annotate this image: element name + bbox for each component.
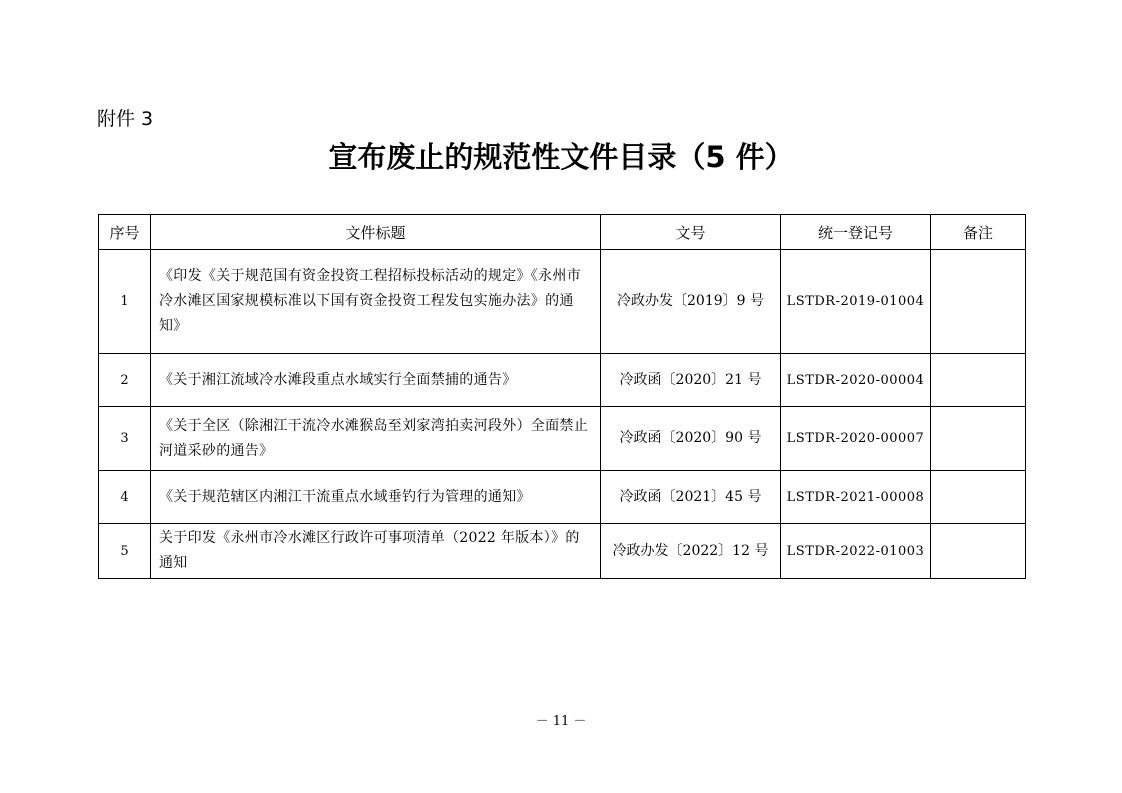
column-header-seq: 序号 (99, 215, 151, 250)
row-seq: 4 (99, 471, 151, 524)
row-doc-no: 冷政办发〔2019〕9 号 (601, 250, 781, 354)
table-row (99, 250, 1026, 354)
page-number: － 11 － (535, 714, 587, 729)
table-row (99, 524, 1026, 579)
attachment-label: 附件 3 (97, 108, 154, 130)
row-reg-no: LSTDR-2020-00004 (781, 354, 931, 407)
row-seq: 2 (99, 354, 151, 407)
column-header-reg-no: 统一登记号 (781, 215, 931, 250)
column-header-note: 备注 (931, 215, 1026, 250)
row-seq: 5 (99, 524, 151, 579)
row-reg-no: LSTDR-2020-00007 (781, 407, 931, 471)
table-row (99, 471, 1026, 524)
row-note (931, 407, 1026, 471)
row-title: 关于印发《永州市冷水滩区行政许可事项清单（2022 年版本）》的通知 (151, 524, 601, 579)
document-title: 宣布废止的规范性文件目录（5 件） (328, 140, 794, 174)
row-doc-no: 冷政办发〔2022〕12 号 (601, 524, 781, 579)
row-note (931, 250, 1026, 354)
column-header-title: 文件标题 (151, 215, 601, 250)
row-note (931, 471, 1026, 524)
row-seq: 3 (99, 407, 151, 471)
row-title: 《关于湘江流域冷水滩段重点水域实行全面禁捕的通告》 (151, 354, 601, 407)
row-reg-no: LSTDR-2022-01003 (781, 524, 931, 579)
table-row (99, 407, 1026, 471)
table-header-row (99, 215, 1026, 250)
row-title: 《关于规范辖区内湘江干流重点水域垂钓行为管理的通知》 (151, 471, 601, 524)
repealed-documents-table (98, 214, 1026, 579)
row-reg-no: LSTDR-2019-01004 (781, 250, 931, 354)
row-title: 《关于全区（除湘江干流冷水滩猴岛至刘家湾拍卖河段外）全面禁止河道采砂的通告》 (151, 407, 601, 471)
row-seq: 1 (99, 250, 151, 354)
table-row (99, 354, 1026, 407)
row-reg-no: LSTDR-2021-00008 (781, 471, 931, 524)
row-note (931, 524, 1026, 579)
row-title: 《印发《关于规范国有资金投资工程招标投标活动的规定》《永州市冷水滩区国家规模标准以下国有资金投资工程发包实施办法》的通知》 (151, 250, 601, 354)
row-doc-no: 冷政函〔2021〕45 号 (601, 471, 781, 524)
column-header-doc-no: 文号 (601, 215, 781, 250)
row-doc-no: 冷政函〔2020〕90 号 (601, 407, 781, 471)
row-doc-no: 冷政函〔2020〕21 号 (601, 354, 781, 407)
row-note (931, 354, 1026, 407)
